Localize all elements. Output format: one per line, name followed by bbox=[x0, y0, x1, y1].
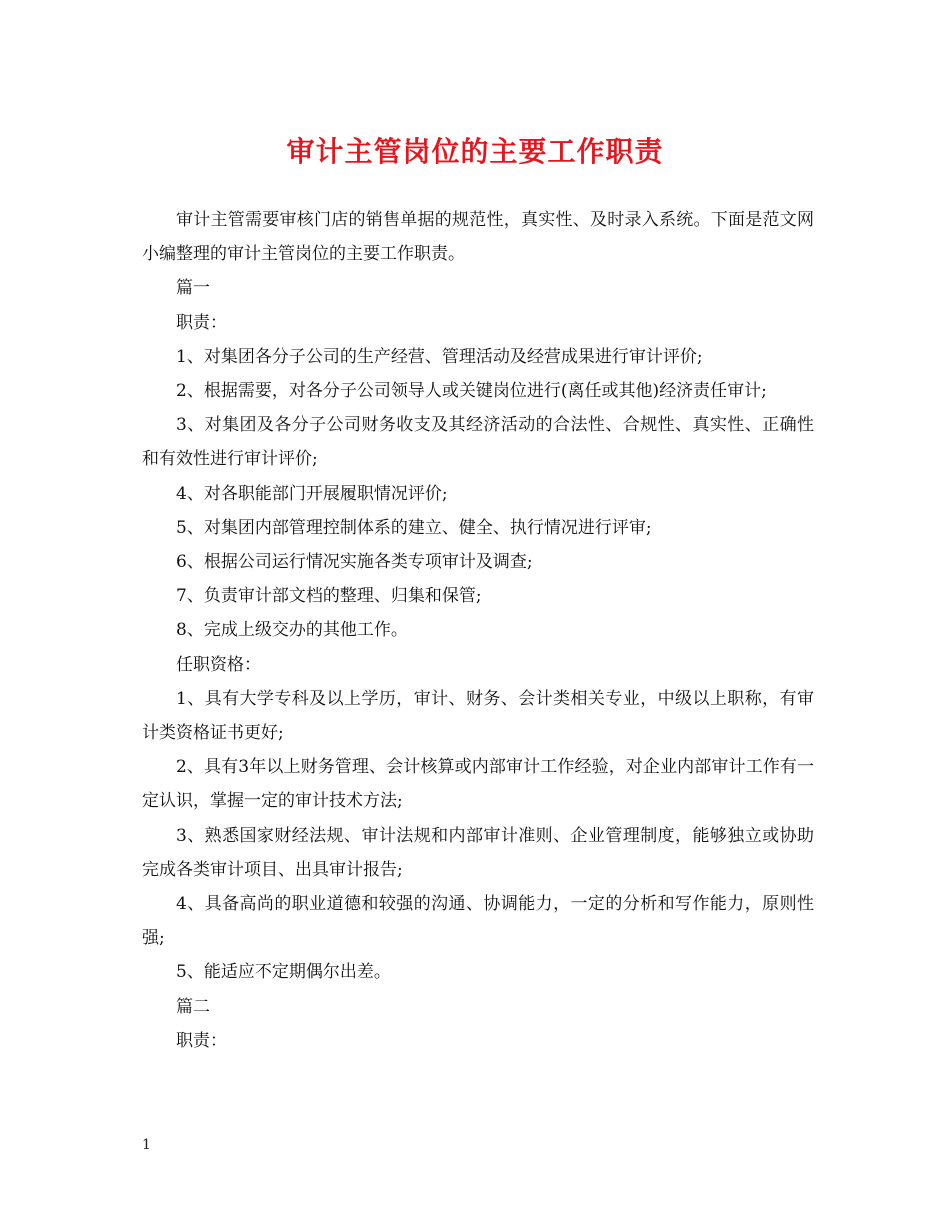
page-number: 1 bbox=[142, 1137, 151, 1153]
duty-item: 2、根据需要，对各分子公司领导人或关键岗位进行(离任或其他)经济责任审计; bbox=[176, 381, 767, 402]
subheading-duties-part-two: 职责： bbox=[176, 1030, 227, 1051]
qualification-item: 4、具备高尚的职业道德和较强的沟通、协调能力，一定的分析和写作能力，原则性强; bbox=[142, 894, 814, 949]
paragraph-intro: 审计主管需要审核门店的销售单据的规范性，真实性、及时录入系统。下面是范文网小编整理的审计主管岗位的主要工作职责。 bbox=[142, 210, 814, 265]
duty-item: 1、对集团各分子公司的生产经营、管理活动及经营成果进行审计评价; bbox=[176, 346, 703, 367]
document-title: 审计主管岗位的主要工作职责 bbox=[286, 135, 664, 168]
qualification-item: 2、具有3年以上财务管理、会计核算或内部审计工作经验，对企业内部审计工作有一定认识，掌握一定的审计技术方法; bbox=[142, 757, 814, 812]
subheading-qualifications: 任职资格： bbox=[176, 654, 261, 675]
duty-item: 6、根据公司运行情况实施各类专项审计及调查; bbox=[176, 552, 533, 573]
duty-item: 3、对集团及各分子公司财务收支及其经济活动的合法性、合规性、真实性、正确性和有效性进行审计评价; bbox=[142, 415, 814, 470]
subheading-duties: 职责： bbox=[176, 312, 227, 333]
section-heading-part-two: 篇二 bbox=[176, 996, 210, 1017]
qualification-item: 5、能适应不定期偶尔出差。 bbox=[176, 962, 391, 983]
section-heading-part-one: 篇一 bbox=[176, 278, 210, 299]
document-body bbox=[142, 203, 814, 1058]
duty-item: 5、对集团内部管理控制体系的建立、健全、执行情况进行评审; bbox=[176, 517, 652, 538]
duty-item: 8、完成上级交办的其他工作。 bbox=[176, 620, 408, 641]
duty-item: 7、负责审计部文档的整理、归集和保管; bbox=[176, 586, 482, 607]
qualification-item: 1、具有大学专科及以上学历，审计、财务、会计类相关专业，中级以上职称，有审计类资格证书更好; bbox=[142, 688, 814, 744]
qualification-item: 3、熟悉国家财经法规、审计法规和内部审计准则、企业管理制度，能够独立或协助完成各类审计项目、出具审计报告; bbox=[142, 825, 814, 880]
duty-item: 4、对各职能部门开展履职情况评价; bbox=[176, 483, 448, 504]
